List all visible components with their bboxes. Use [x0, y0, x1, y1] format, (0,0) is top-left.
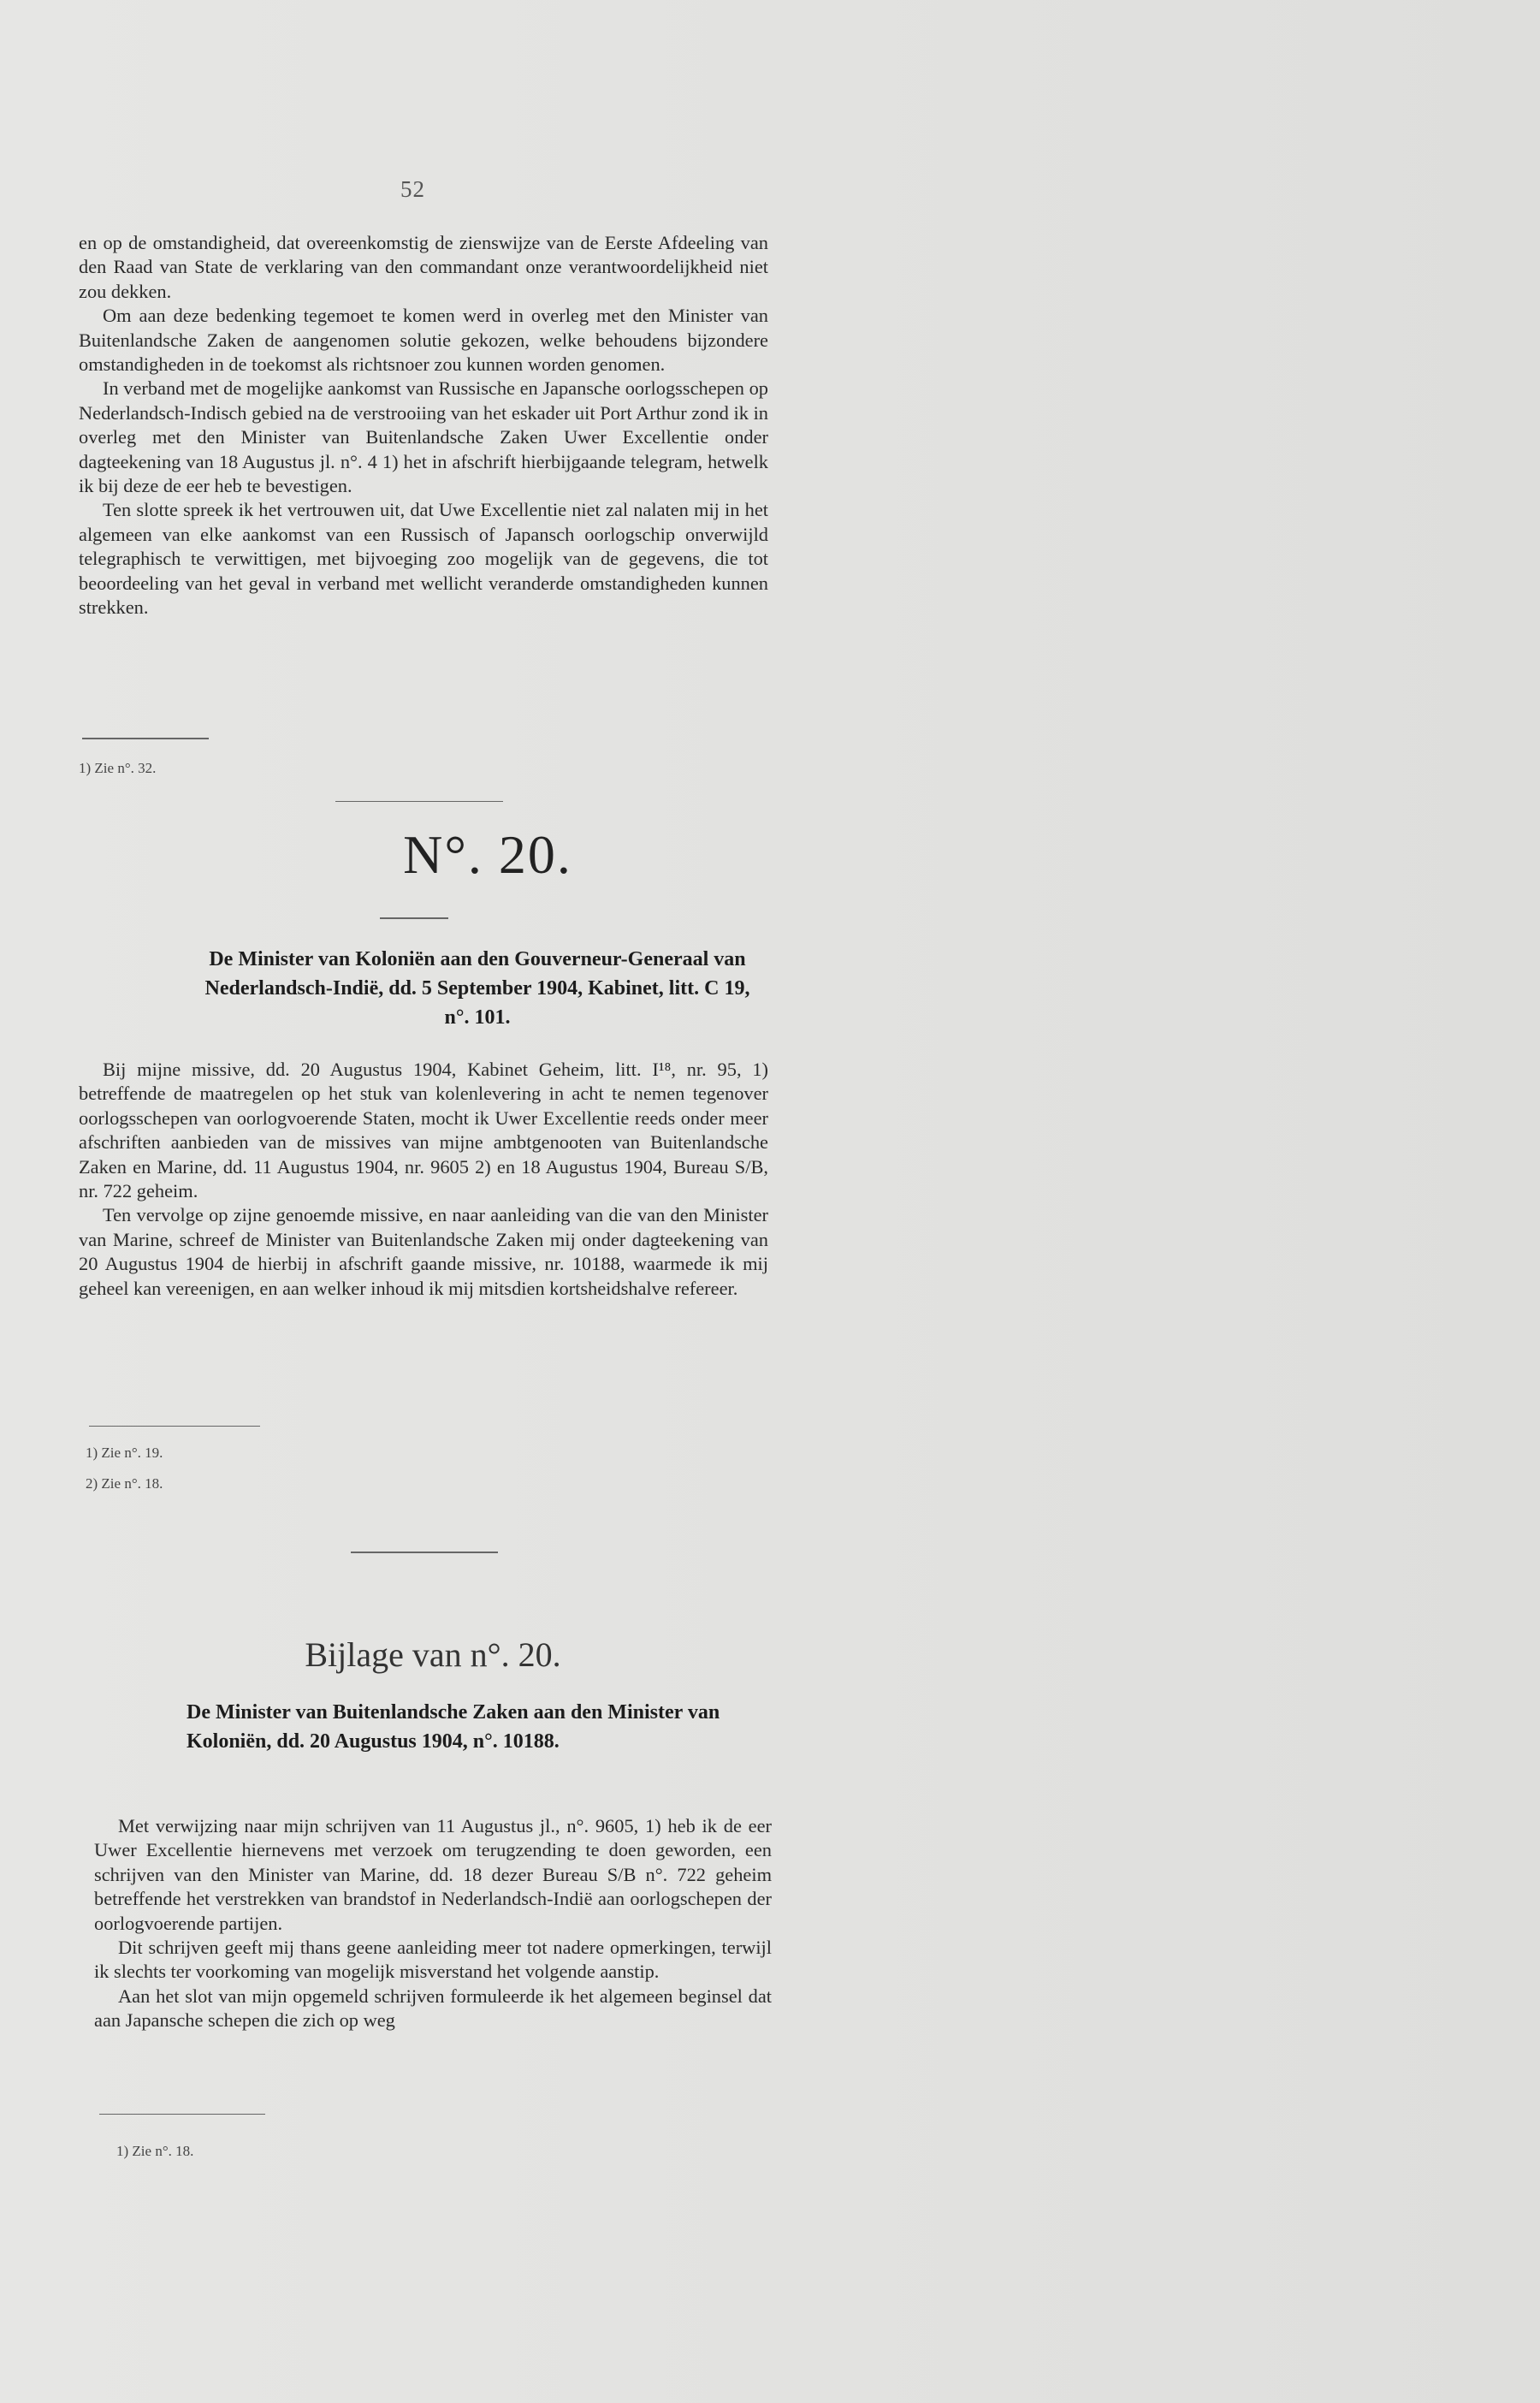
footnote-rule — [99, 2114, 265, 2115]
paragraph: Aan het slot van mijn opgemeld schrijven formuleerde ik het algemeen beginsel dat aan Japansche schepen die zich op weg — [94, 1985, 772, 2032]
section-number-rule — [380, 917, 448, 919]
bijlage-title: Bijlage van n°. 20. — [305, 1635, 561, 1674]
section-divider — [351, 1552, 498, 1553]
section-number: N°. 20. — [403, 824, 572, 885]
footnote: 2) Zie n°. 18. — [86, 1475, 163, 1492]
footnote-rule — [89, 1426, 260, 1427]
section-footnotes — [86, 1438, 775, 1499]
paragraph: Ten vervolge op zijne genoemde missive, en naar aanleiding van die van den Minister van Marine, schreef de Minister van Buitenlandsche Zaken mij onder dagteekening van 20 Augustus 1904 de hierbij in afschrift gaande missive, nr. 10188, waarmede ik mij geheel kan vereenigen, en aan welker inhoud ik mij mitsdien kortsheidshalve refereer. — [79, 1204, 768, 1299]
footnote: 1) Zie n°. 32. — [79, 760, 157, 776]
section-heading: De Minister van Koloniën aan den Gouverneur-Generaal van Nederlandsch-Indië, dd. 5 September 1904, Kabinet, litt. C 19, n°. 101. — [204, 948, 750, 1029]
top-section-body — [79, 231, 768, 620]
footnote-rule — [82, 738, 209, 739]
paragraph: Met verwijzing naar mijn schrijven van 11 Augustus jl., n°. 9605, 1) heb ik de eer Uwer Excellentie hiernevens met verzoek om terugzending te doen geworden, een schrijven van den Minister van Marine, dd. 18 dezer Bureau S/B n°. 722 geheim betreffende het verstrekken van brandstof in Nederlandsch-Indië aan oorlogschepen der oorlogvoerende partijen. — [94, 1815, 772, 1934]
footnote: 1) Zie n°. 18. — [116, 2143, 194, 2159]
bijlage-footnotes — [116, 2136, 806, 2167]
bijlage-heading: De Minister van Buitenlandsche Zaken aan den Minister van Koloniën, dd. 20 Augustus 1904, n°. 10188. — [187, 1701, 720, 1753]
paragraph: en op de omstandigheid, dat overeenkomstig de zienswijze van de Eerste Afdeeling van den Raad van State de verklaring van den commandant onze verantwoordelijkheid niet zou dekken. — [79, 232, 768, 302]
section-divider — [335, 801, 503, 802]
paragraph: Om aan deze bedenking tegemoet te komen werd in overleg met den Minister van Buitenlandsche Zaken de aangenomen solutie gekozen, welke behoudens bijzondere omstandigheden in de toekomst als richtsnoer zou kunnen worden genomen. — [79, 305, 768, 376]
section-body — [79, 1058, 768, 1301]
footnote: 1) Zie n°. 19. — [86, 1445, 163, 1461]
bijlage-body — [94, 1814, 772, 2033]
paragraph: Bij mijne missive, dd. 20 Augustus 1904, Kabinet Geheim, litt. I¹⁸, nr. 95, 1) betreffende de maatregelen op het stuk van kolenlevering in acht te nemen tegenover oorlogsschepen van oorlogvoerende Staten, mocht ik Uwer Excellentie reeds onder meer afschriften aanbieden van de missives van mijne ambtgenooten van Buitenlandsche Zaken en Marine, dd. 11 Augustus 1904, nr. 9605 2) en 18 Augustus 1904, Bureau S/B, nr. 722 geheim. — [79, 1059, 768, 1202]
page-number: 52 — [400, 176, 425, 202]
paragraph: Dit schrijven geeft mij thans geene aanleiding meer tot nadere opmerkingen, terwijl ik slechts ter voorkoming van mogelijk misverstand het volgende aanstip. — [94, 1937, 772, 1983]
paragraph: Ten slotte spreek ik het vertrouwen uit, dat Uwe Excellentie niet zal nalaten mij in het algemeen van elke aankomst van een Russisch of Japansch oorlogschip onverwijld telegraphisch te verwittigen, met bijvoeging zoo mogelijk van de gegevens, die tot beoordeeling van het geval in verband met wellicht veranderde omstandigheden kunnen strekken. — [79, 499, 768, 619]
paragraph: In verband met de mogelijke aankomst van Russische en Japansche oorlogsschepen op Nederlandsch-Indisch gebied na de verstrooiing van het eskader uit Port Arthur zond ik in overleg met den Minister van Buitenlandsche Zaken Uwer Excellentie onder dagteekening van 18 Augustus jl. n°. 4 1) het in afschrift hierbijgaande telegram, hetwelk ik bij deze de eer heb te bevestigen. — [79, 377, 768, 497]
top-footnotes — [79, 753, 768, 784]
